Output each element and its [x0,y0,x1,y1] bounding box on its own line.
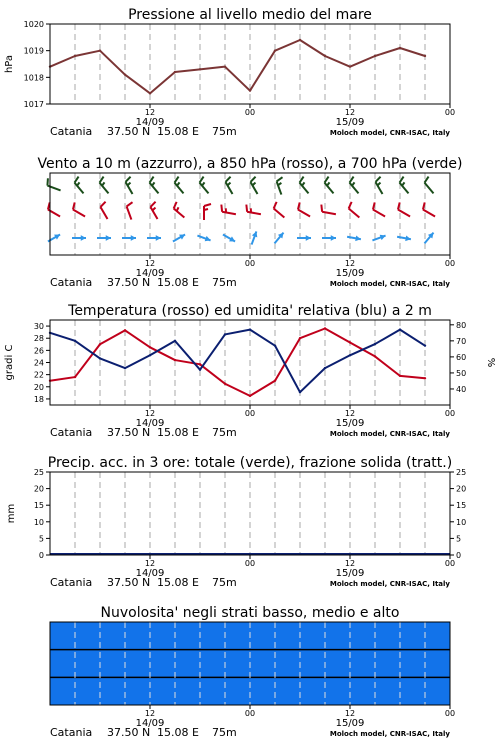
y2-tick-label: 80 [456,320,467,330]
wind-barb-feather [423,202,425,209]
wind-barb-half-feather [202,182,204,185]
y2-tick-label: 15 [456,501,467,511]
wind-barb-feather [174,202,177,209]
cloud-cell [125,677,151,705]
cloud-cell [225,622,251,650]
pressure-point [274,49,276,51]
wind-barb-850-hPa [151,202,158,219]
wind-barb-850-hPa [101,202,108,219]
location-altitude: 75m [212,726,237,739]
cloud-cell [400,622,426,650]
temperature-point [399,375,401,377]
x-tick-label: 00 [444,709,456,718]
x-tick-label: 00 [444,409,456,418]
wind-barb-850-hPa [127,202,133,219]
wind-barb-feather [48,202,50,209]
humidity-point [74,340,76,342]
x-tick-label: 12 [144,559,156,568]
location-lat: 37.50 N [107,125,151,138]
temperature-point [374,355,376,357]
wind-barb-700-hPa [376,177,383,194]
cloud-cell [350,677,376,705]
x-tick-label: 12 [344,409,356,418]
wind-barb-feather [246,205,247,212]
date-label: 15/09 [335,418,365,429]
cloud-cell [350,650,376,678]
temperature-point [424,377,426,379]
y-tick-label: 28 [33,334,44,344]
location-lat: 37.50 N [107,576,151,589]
humidity-point [174,340,176,342]
y2-tick-label: 20 [456,484,467,494]
wind-barb-feather [277,177,283,181]
location-lat: 37.50 N [107,276,151,289]
cloud-cell [125,622,151,650]
panel-title: Pressione al livello medio del mare [128,7,372,23]
wind-barb-feather [151,202,156,207]
x-tick-label: 00 [444,259,456,268]
panel-title: Vento a 10 m (azzurro), a 850 hPa (rosso), a 700 hPa (verde) [37,156,463,172]
humidity-point [374,343,376,345]
cloud-cell [225,677,251,705]
location-name: Catania [50,576,93,589]
date-label: 15/09 [335,568,365,579]
location-lat: 37.50 N [107,726,151,739]
wind-arrow-head [156,235,161,241]
wind-barb-700-hPa [200,177,209,194]
pressure-point [374,55,376,57]
pressure-point [349,65,351,67]
y2-tick-label: 10 [456,517,467,527]
wind-barb-feather [204,204,211,206]
temperature-point [324,327,326,329]
cloud-cell [175,677,201,705]
y-tick-label: 25 [33,468,44,477]
location-altitude: 75m [212,576,237,589]
humidity-point [274,344,276,346]
wind-barb-850-hPa [321,205,336,215]
panel-2 [37,156,462,289]
cloud-cell [400,650,426,678]
wind-barb-10-m [197,236,210,242]
wind-barb-700-hPa [277,177,283,194]
cloud-cell [300,650,326,678]
temperature-point [299,337,301,339]
wind-barb-half-feather [152,182,154,185]
cloud-cell [100,622,126,650]
y-tick-label: 24 [33,358,44,368]
pressure-point [399,47,401,49]
cloud-cell [225,650,251,678]
location-name: Catania [50,726,93,739]
panel-title: Nuvolosita' negli strati basso, medio e alto [100,605,400,621]
wind-barb-700-hPa [75,177,84,194]
y-tick-label: 18 [33,394,44,404]
humidity-line [50,330,425,393]
humidity-point [199,369,201,371]
wind-barb-700-hPa [300,177,309,194]
cloud-cell [400,677,426,705]
wind-arrow-head [306,235,311,241]
y-tick-label: 10 [33,517,44,527]
y2-tick-label: 50 [456,368,467,378]
wind-barb-850-hPa [246,205,261,215]
cloud-cell [200,650,226,678]
wind-barb-feather [349,202,352,209]
cloud-cell [100,677,126,705]
y-axis-label: gradi C [4,344,15,381]
wind-barb-half-feather [402,182,404,185]
y-tick-label: 5 [38,534,44,544]
cloud-cell [250,622,276,650]
wind-barb-feather [321,205,322,212]
wind-barb-850-hPa [221,205,236,215]
humidity-point [149,354,151,356]
humidity-point [124,367,126,369]
cloud-cell [150,677,176,705]
wind-barb-feather [126,177,131,182]
x-tick-label: 12 [344,108,356,117]
wind-barb-850-hPa [204,204,211,220]
wind-barb-10-m [372,235,385,241]
pressure-point [224,65,226,67]
pressure-line [50,40,425,93]
date-label: 14/09 [135,268,165,279]
panel-4 [6,455,466,589]
location-lon: 15.08 E [157,576,199,589]
y-tick-label: 1017 [23,100,44,109]
cloud-cell [50,650,76,678]
pressure-point [174,71,176,73]
date-label: 14/09 [135,718,165,729]
cloud-cell [425,677,451,705]
cloud-cell [325,622,351,650]
cloud-cell [100,650,126,678]
humidity-point [249,328,251,330]
wind-barb-feather [376,177,381,182]
location-lon: 15.08 E [157,125,199,138]
wind-barb-700-hPa [100,177,109,194]
wind-barb-10-m [72,235,86,241]
wind-barb-half-feather [77,182,79,185]
wind-barb-10-m [322,235,336,241]
wind-barb-10-m [252,231,258,244]
wind-barb-half-feather [204,209,208,210]
wind-barb-feather [298,202,300,209]
cloud-cell [300,622,326,650]
cloud-cell [350,622,376,650]
pressure-point [149,92,151,94]
y-tick-label: 20 [33,484,44,494]
location-lat: 37.50 N [107,426,151,439]
wind-barb-10-m [275,233,284,244]
location-altitude: 75m [212,426,237,439]
wind-barb-feather [221,205,222,212]
wind-barb-700-hPa [226,177,233,194]
date-label: 15/09 [335,718,365,729]
cloud-cell [150,622,176,650]
y2-tick-label: 0 [456,551,462,560]
y-tick-label: 26 [33,346,44,356]
x-tick-label: 12 [344,559,356,568]
wind-barb-10-m [297,235,311,241]
cloud-cell [75,622,101,650]
date-label: 15/09 [335,117,365,128]
temperature-point [199,363,201,365]
wind-barb-half-feather [177,207,179,211]
wind-barb-half-feather [177,182,179,185]
cloud-cell [250,677,276,705]
y2-axis-label: % [485,357,496,368]
wind-barb-700-hPa [47,178,60,190]
x-tick-label: 12 [144,259,156,268]
panel-title: Temperatura (rosso) ed umidita' relativa (blu) a 2 m [68,303,432,319]
y2-tick-label: 25 [456,468,467,477]
temperature-point [224,383,226,385]
cloud-cell [200,677,226,705]
wind-barb-feather [274,202,277,209]
cloud-cell [375,650,401,678]
panel-3 [4,303,496,439]
wind-barb-10-m [425,233,434,244]
location-name: Catania [50,276,93,289]
y-axis-label: mm [6,503,17,524]
wind-barb-shaft [322,212,336,214]
wind-barb-10-m [122,235,136,241]
wind-barb-700-hPa [325,177,334,194]
wind-barb-half-feather [378,183,381,186]
wind-barb-half-feather [253,183,256,186]
temperature-line [50,329,425,396]
credit: Moloch model, CNR-ISAC, Italy [329,129,450,137]
wind-barb-shaft [101,207,108,219]
wind-barb-half-feather [352,182,354,185]
y2-tick-label: 40 [456,384,467,394]
wind-barb-half-feather [278,183,281,185]
wind-barb-feather [127,202,133,206]
cloud-cell [200,622,226,650]
wind-barb-shaft [127,206,132,219]
y-tick-label: 15 [33,501,44,511]
temperature-point [74,376,76,378]
wind-barb-half-feather [153,208,156,211]
humidity-point [349,354,351,356]
y2-tick-label: 5 [456,534,462,544]
panel-5 [50,605,455,739]
cloud-cell [375,677,401,705]
wind-barb-feather [251,177,256,182]
wind-barb-shaft [47,186,60,191]
cloud-cell [150,650,176,678]
cloud-cell [75,677,101,705]
cloud-cell [125,650,151,678]
y-axis-label: hPa [4,54,15,74]
wind-barb-700-hPa [126,177,133,194]
humidity-point [299,391,301,393]
x-tick-label: 00 [444,108,456,117]
humidity-point [399,328,401,330]
wind-barb-700-hPa [425,177,434,194]
location-altitude: 75m [212,125,237,138]
y-tick-label: 1018 [23,73,44,83]
temperature-point [274,380,276,382]
location-altitude: 75m [212,276,237,289]
wind-barb-feather [73,202,75,209]
x-tick-label: 12 [144,108,156,117]
humidity-point [224,333,226,335]
location-name: Catania [50,426,93,439]
wind-barb-half-feather [102,182,104,185]
x-tick-label: 00 [444,559,456,568]
panel-1 [4,7,455,138]
humidity-point [99,357,101,359]
wind-barb-half-feather [327,182,329,185]
wind-arrow-head [131,235,136,241]
wind-barb-half-feather [228,183,231,186]
cloud-cell [325,677,351,705]
date-label: 14/09 [135,568,165,579]
temperature-point [249,395,251,397]
wind-barb-10-m [147,235,161,241]
wind-barb-700-hPa [251,177,258,194]
pressure-point [199,68,201,70]
temperature-point [149,346,151,348]
cloud-cell [50,677,76,705]
wind-barb-10-m [397,235,411,241]
wind-barb-half-feather [128,183,131,186]
wind-barb-shaft [247,212,261,214]
pressure-point [249,89,251,91]
y-tick-label: 20 [33,382,44,392]
wind-barb-feather [398,202,400,209]
pressure-point [424,55,426,57]
wind-barb-700-hPa [175,177,184,194]
wind-barb-700-hPa [150,177,159,194]
cloud-cell [175,622,201,650]
pressure-point [74,55,76,57]
x-tick-label: 00 [244,559,256,568]
wind-arrow-head [331,235,336,241]
credit: Moloch model, CNR-ISAC, Italy [329,280,450,288]
wind-arrow-head [106,235,111,241]
pressure-point [324,55,326,57]
temperature-point [99,343,101,345]
y-tick-label: 1020 [23,20,44,29]
credit: Moloch model, CNR-ISAC, Italy [329,730,450,738]
y-tick-label: 0 [38,551,44,560]
location-lon: 15.08 E [157,276,199,289]
temperature-point [349,341,351,343]
pressure-point [299,39,301,41]
panel-title: Precip. acc. in 3 ore: totale (verde), frazione solida (tratt.) [47,455,453,471]
x-tick-label: 12 [344,709,356,718]
wind-barb-shaft [425,183,434,194]
wind-barb-feather [47,178,48,185]
wind-barb-700-hPa [350,177,359,194]
wind-barb-700-hPa [400,177,409,194]
date-label: 14/09 [135,117,165,128]
wind-barb-feather [373,202,375,209]
x-tick-label: 12 [144,709,156,718]
cloud-cell [300,677,326,705]
cloud-cell [325,650,351,678]
location-name: Catania [50,125,93,138]
wind-arrow-head [81,235,86,241]
cloud-cell [275,650,301,678]
location-lon: 15.08 E [157,426,199,439]
y-tick-label: 30 [33,322,44,332]
temperature-point [174,359,176,361]
pressure-point [99,49,101,51]
x-tick-label: 12 [144,409,156,418]
cloud-cell [425,622,451,650]
y-tick-label: 1019 [23,46,44,56]
wind-barb-feather [101,202,106,207]
cloud-cell [275,622,301,650]
x-tick-label: 00 [244,259,256,268]
location-lon: 15.08 E [157,726,199,739]
pressure-point [124,73,126,75]
cloud-cell [250,650,276,678]
wind-barb-10-m [347,235,361,241]
x-tick-label: 00 [244,709,256,718]
cloud-cell [175,650,201,678]
humidity-point [324,367,326,369]
y2-tick-label: 70 [456,336,467,346]
cloud-cell [375,622,401,650]
cloud-cell [50,622,76,650]
cloud-cell [275,677,301,705]
cloud-cell [75,650,101,678]
credit: Moloch model, CNR-ISAC, Italy [329,580,450,588]
wind-barb-feather [226,177,231,182]
x-tick-label: 00 [244,409,256,418]
y2-tick-label: 60 [456,352,467,362]
wind-barb-10-m [97,235,111,241]
humidity-point [424,344,426,346]
credit: Moloch model, CNR-ISAC, Italy [329,430,450,438]
date-label: 15/09 [335,268,365,279]
x-tick-label: 00 [244,108,256,117]
x-tick-label: 12 [344,259,356,268]
date-label: 14/09 [135,418,165,429]
wind-barb-half-feather [302,182,304,185]
wind-barb-shaft [222,212,236,214]
cloud-cell [425,650,451,678]
y-tick-label: 22 [33,370,44,380]
temperature-point [124,329,126,331]
